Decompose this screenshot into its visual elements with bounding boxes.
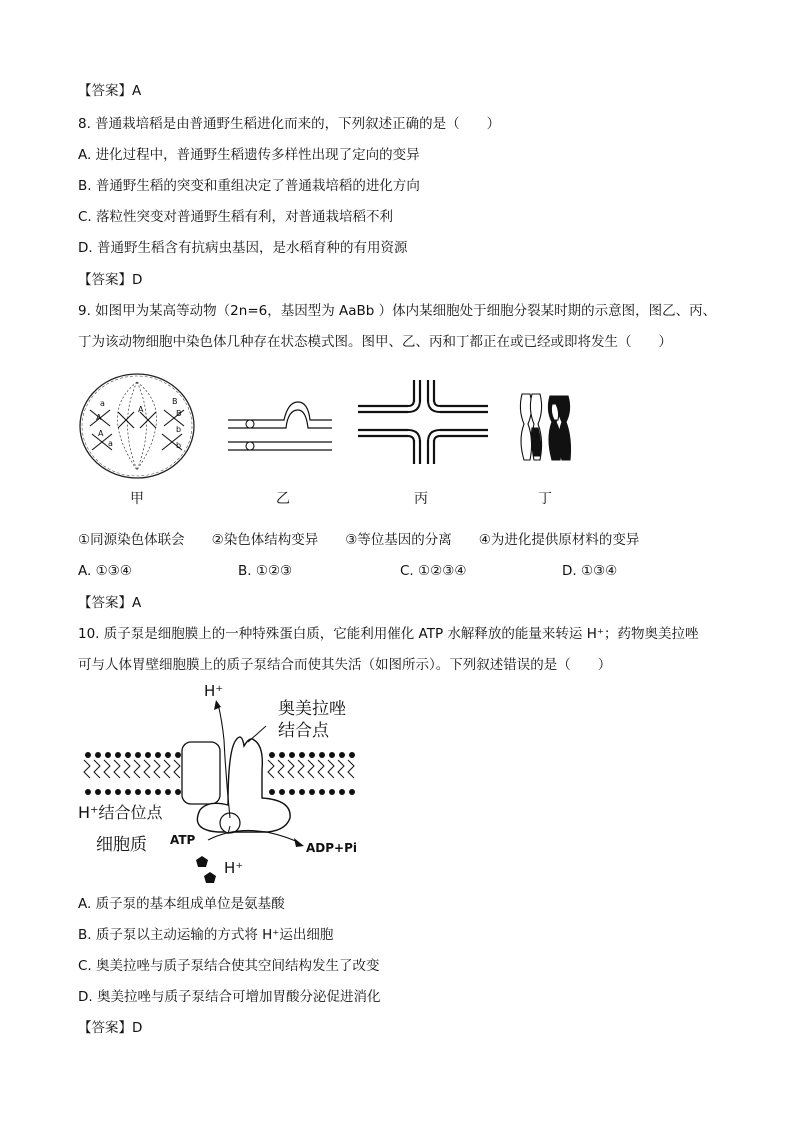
q9-statements: ①同源染色体联会 ②染色体结构变异 ③等位基因的分离 ④为进化提供原材料的变异 — [78, 532, 640, 548]
gene-label: b — [176, 441, 182, 450]
h-bottom-label: H⁺ — [224, 859, 244, 877]
q8-option-a: A. 进化过程中，普通野生稻遗传多样性出现了定向的变异 — [78, 147, 420, 163]
h-top-label: H⁺ — [204, 682, 224, 700]
figure-label-yi: 乙 — [276, 491, 290, 507]
gene-label: A — [138, 405, 144, 414]
adp-label: ADP+Pi — [306, 841, 358, 855]
figure-bing-cross — [358, 380, 488, 464]
figure-jia-cell — [78, 372, 196, 480]
answer-9: 【答案】A — [78, 595, 142, 611]
q10-option-c: C. 奥美拉唑与质子泵结合使其空间结构发生了改变 — [78, 958, 380, 974]
answer-10: 【答案】D — [78, 1020, 143, 1036]
figure-label-ding: 丁 — [538, 491, 552, 507]
figure-yi-chromosomes — [226, 400, 334, 458]
figure-label-bing: 丙 — [414, 491, 428, 507]
gene-label: a — [100, 399, 105, 408]
q10-option-d: D. 奥美拉唑与质子泵结合可增加胃酸分泌促进消化 — [78, 989, 381, 1005]
q8-option-d: D. 普通野生稻含有抗病虫基因，是水稻育种的有用资源 — [78, 240, 408, 256]
q9-option-a: A. ①③④ — [78, 563, 132, 579]
gene-label: B — [172, 397, 178, 406]
omeprazole-label-2: 结合点 — [278, 721, 329, 741]
q10-option-b: B. 质子泵以主动运输的方式将 H⁺运出细胞 — [78, 927, 334, 943]
gene-label: B — [176, 409, 182, 418]
gene-label: A — [96, 413, 102, 422]
answer-8: 【答案】D — [78, 272, 143, 288]
gene-label: b — [176, 425, 182, 434]
cytoplasm-label: 细胞质 — [96, 835, 147, 855]
q9-stem-line2: 丁为该动物细胞中染色体几种存在状态模式图。图甲、乙、丙和丁都正在或已经或即将发生（ ） — [78, 334, 672, 350]
proton-pump-figure — [78, 680, 378, 890]
q8-option-b: B. 普通野生稻的突变和重组决定了普通栽培稻的进化方向 — [78, 178, 420, 194]
gene-label: a — [108, 439, 113, 448]
atp-label: ATP — [170, 833, 196, 847]
answer-7: 【答案】A — [78, 83, 142, 99]
omeprazole-label-1: 奥美拉唑 — [278, 699, 346, 719]
q9-option-b: B. ①②③ — [238, 563, 293, 579]
q9-option-d: D. ①③④ — [562, 563, 618, 579]
q9-option-c: C. ①②③④ — [400, 563, 467, 579]
figure-ding-chromosomes — [516, 390, 574, 464]
h-binding-label: H⁺结合位点 — [78, 803, 163, 822]
q10-stem-line1: 10. 质子泵是细胞膜上的一种特殊蛋白质，它能利用催化 ATP 水解释放的能量来转运 H⁺；药物奥美拉唑 — [78, 626, 699, 642]
q10-option-a: A. 质子泵的基本组成单位是氨基酸 — [78, 896, 285, 912]
q10-stem-line2: 可与人体胃壁细胞膜上的质子泵结合而使其失活（如图所示）。下列叙述错误的是（ ） — [78, 657, 612, 673]
q9-stem-line1: 9. 如图甲为某高等动物（2n=6，基因型为 AaBb ）体内某细胞处于细胞分裂某时期的示意图，图乙、丙、 — [78, 303, 717, 319]
q8-option-c: C. 落粒性突变对普通野生稻有利，对普通栽培稻不利 — [78, 209, 394, 225]
figure-label-jia: 甲 — [130, 491, 144, 507]
gene-label: A — [98, 429, 104, 438]
q8-stem: 8. 普通栽培稻是由普通野生稻进化而来的，下列叙述正确的是（ ） — [78, 116, 501, 132]
